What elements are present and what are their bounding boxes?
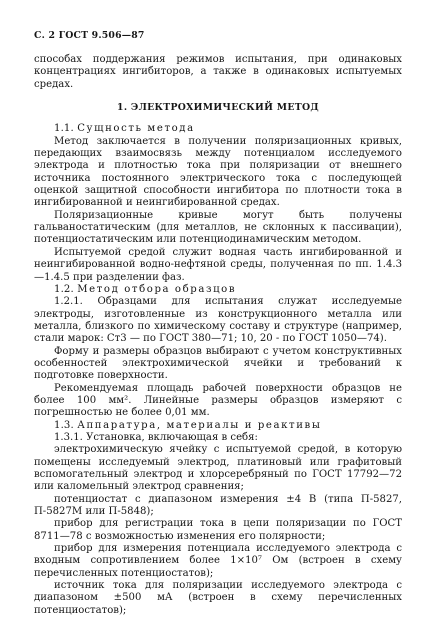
paragraph-1-2-1: 1.2.1. Образцами для испытания служат исследуемые электроды, изготовленные из конструкционного металла или металла, близкого по химическому составу и структуре (например, стали марок: Ст3 — по ГОСТ 380—71; 10, 20 - по ГОСТ 1050—74).	[34, 296, 402, 345]
paragraph-1-3-1: 1.3.1. Установка, включающая в себя:	[54, 431, 258, 443]
subsection-1-1-number: 1.1.	[54, 123, 74, 135]
subsection-1-3	[34, 420, 402, 432]
item-current-recorder: прибор для регистрации тока в цепи поляризации по ГОСТ 8711—78 с возможностью изменения его полярности;	[34, 518, 402, 542]
item-current-source: источник тока для поляризации исследуемого электрода с диапазоном ±500 мА (встроен в схему перечисленных потенциостатов);	[34, 580, 402, 616]
item-electrochemical-cell: электрохимическую ячейку с испытуемой средой, в которую помещены исследуемый электрод, платиновый или графитовый вспомогательный электрод и хлорсеребряный по ГОСТ 17792—72 или каломельный электрод сравнения;	[34, 444, 402, 493]
subsection-1-2-title: Метод отбора образцов	[77, 283, 237, 295]
paragraph-sample-area: Рекомендуемая площадь рабочей поверхности образцов не более 100 мм². Линейные размеры образцов измеряют с погрешностью не более 0,01 мм.	[34, 382, 402, 419]
subsection-1-3-title: Аппаратура, материалы и реактивы	[77, 419, 322, 431]
section-heading: 1. ЭЛЕКТРОХИМИЧЕСКИЙ МЕТОД	[117, 102, 319, 114]
page-header: С. 2 ГОСТ 9.506—87	[34, 30, 145, 41]
subsection-1-2-number: 1.2.	[54, 283, 74, 295]
paragraph-sample-shape: Форму и размеры образцов выбирают с учетом конструктивных особенностей электрохимической ячейки и требований к подготовке поверхности.	[34, 345, 402, 382]
subsection-1-3-number: 1.3.	[54, 419, 74, 431]
subsection-1-2	[34, 284, 402, 296]
paragraph-test-medium: Испытуемой средой служит водная часть ингибированной и неингибированной водно-нефтяной среды, полученная по пп. 1.4.3—1.4.5 при разделении фаз.	[34, 246, 402, 283]
paragraph-polarization-curves: Поляризационные кривые могут быть получены гальваностатическим (для металлов, не склонных к пассивации), потенциостатическим или потенциодинамическим методом.	[34, 209, 402, 246]
page-body	[34, 54, 402, 617]
item-potential-meter: прибор для измерения потенциала исследуемого электрода с входным сопротивлением более 1×10⁷ Ом (встроен в схему перечисленных потенциостатов);	[34, 543, 402, 579]
intro-paragraph: способах поддержания режимов испытания, при одинаковых концентрациях ингибиторов, а также в одинаковых испытуемых средах.	[34, 54, 402, 90]
item-potentiostat: потенциостат с диапазоном измерения ±4 В (типа П-5827, П-5827М или П-5848);	[34, 493, 402, 518]
subsection-1-1-title: Сущность метода	[77, 123, 195, 135]
subsection-1-1	[34, 123, 402, 135]
paragraph-method-essence: Метод заключается в получении поляризационных кривых, передающих взаимосвязь между потенциалом исследуемого электрода и плотностью тока при поляризации от внешнего источника постоянного электрического тока с последующей оценкой защитной способности ингибитора по плотности тока в ингибированной и неингибированной средах.	[34, 135, 402, 209]
